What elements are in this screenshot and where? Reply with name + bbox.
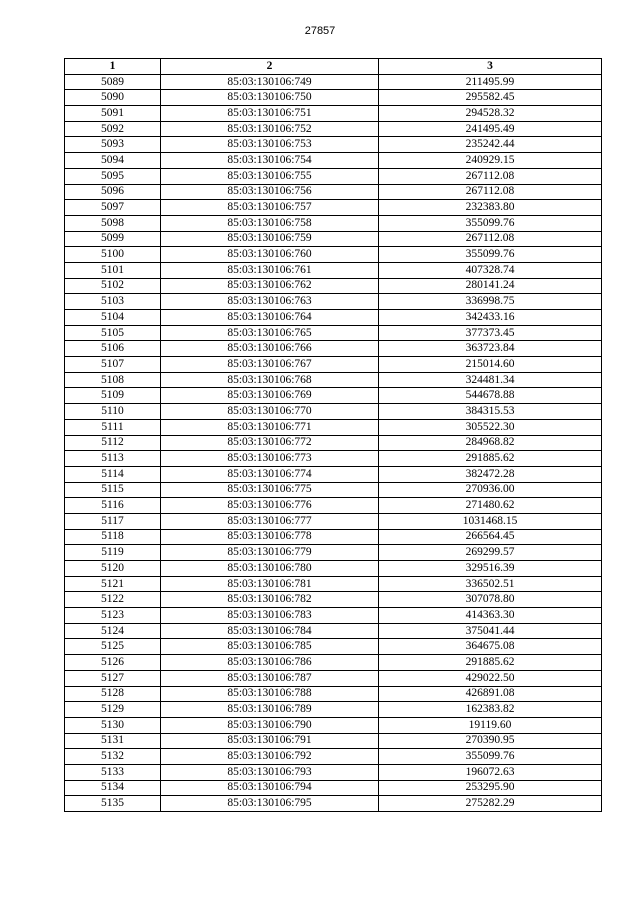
value-cell: 336998.75 <box>379 294 602 310</box>
value-cell: 270936.00 <box>379 482 602 498</box>
cadastral-number-cell: 85:03:130106:755 <box>161 168 379 184</box>
cadastral-number-cell: 85:03:130106:773 <box>161 451 379 467</box>
table-row <box>65 294 602 310</box>
row-number-cell: 5122 <box>65 592 161 608</box>
row-number-cell: 5118 <box>65 529 161 545</box>
table-row <box>65 670 602 686</box>
value-cell: 280141.24 <box>379 278 602 294</box>
cadastral-number-cell: 85:03:130106:790 <box>161 717 379 733</box>
table-row <box>65 623 602 639</box>
table-row <box>65 215 602 231</box>
value-cell: 253295.90 <box>379 780 602 796</box>
table-row <box>65 90 602 106</box>
cadastral-number-cell: 85:03:130106:784 <box>161 623 379 639</box>
table-row <box>65 451 602 467</box>
value-cell: 235242.44 <box>379 137 602 153</box>
value-cell: 266564.45 <box>379 529 602 545</box>
table-row <box>65 247 602 263</box>
row-number-cell: 5103 <box>65 294 161 310</box>
cadastral-number-cell: 85:03:130106:769 <box>161 388 379 404</box>
row-number-cell: 5132 <box>65 749 161 765</box>
value-cell: 305522.30 <box>379 419 602 435</box>
row-number-cell: 5128 <box>65 686 161 702</box>
table-row <box>65 749 602 765</box>
row-number-cell: 5101 <box>65 262 161 278</box>
cadastral-number-cell: 85:03:130106:778 <box>161 529 379 545</box>
table-row <box>65 733 602 749</box>
table-row <box>65 545 602 561</box>
row-number-cell: 5135 <box>65 796 161 812</box>
cadastral-number-cell: 85:03:130106:771 <box>161 419 379 435</box>
row-number-cell: 5116 <box>65 498 161 514</box>
cadastral-number-cell: 85:03:130106:758 <box>161 215 379 231</box>
table-row <box>65 561 602 577</box>
cadastral-number-cell: 85:03:130106:775 <box>161 482 379 498</box>
value-cell: 355099.76 <box>379 749 602 765</box>
row-number-cell: 5094 <box>65 153 161 169</box>
row-number-cell: 5127 <box>65 670 161 686</box>
cadastral-number-cell: 85:03:130106:776 <box>161 498 379 514</box>
row-number-cell: 5126 <box>65 655 161 671</box>
cadastral-number-cell: 85:03:130106:782 <box>161 592 379 608</box>
value-cell: 544678.88 <box>379 388 602 404</box>
value-cell: 363723.84 <box>379 341 602 357</box>
row-number-cell: 5091 <box>65 106 161 122</box>
cadastral-number-cell: 85:03:130106:792 <box>161 749 379 765</box>
value-cell: 329516.39 <box>379 561 602 577</box>
row-number-cell: 5107 <box>65 357 161 373</box>
row-number-cell: 5113 <box>65 451 161 467</box>
cadastral-number-cell: 85:03:130106:791 <box>161 733 379 749</box>
table-row <box>65 482 602 498</box>
row-number-cell: 5100 <box>65 247 161 263</box>
value-cell: 284968.82 <box>379 435 602 451</box>
cadastral-number-cell: 85:03:130106:767 <box>161 357 379 373</box>
value-cell: 324481.34 <box>379 372 602 388</box>
cadastral-number-cell: 85:03:130106:780 <box>161 561 379 577</box>
table-row <box>65 435 602 451</box>
row-number-cell: 5095 <box>65 168 161 184</box>
value-cell: 291885.62 <box>379 655 602 671</box>
row-number-cell: 5110 <box>65 404 161 420</box>
cadastral-number-cell: 85:03:130106:760 <box>161 247 379 263</box>
cadastral-number-cell: 85:03:130106:795 <box>161 796 379 812</box>
value-cell: 241495.49 <box>379 121 602 137</box>
cadastral-number-cell: 85:03:130106:779 <box>161 545 379 561</box>
value-cell: 270390.95 <box>379 733 602 749</box>
table-body <box>65 74 602 811</box>
row-number-cell: 5133 <box>65 764 161 780</box>
row-number-cell: 5131 <box>65 733 161 749</box>
row-number-cell: 5108 <box>65 372 161 388</box>
value-cell: 407328.74 <box>379 262 602 278</box>
value-cell: 267112.08 <box>379 231 602 247</box>
table-row <box>65 325 602 341</box>
value-cell: 336502.51 <box>379 576 602 592</box>
cadastral-number-cell: 85:03:130106:761 <box>161 262 379 278</box>
value-cell: 271480.62 <box>379 498 602 514</box>
cadastral-number-cell: 85:03:130106:751 <box>161 106 379 122</box>
row-number-cell: 5104 <box>65 310 161 326</box>
table-row <box>65 153 602 169</box>
cadastral-number-cell: 85:03:130106:777 <box>161 513 379 529</box>
value-cell: 275282.29 <box>379 796 602 812</box>
row-number-cell: 5105 <box>65 325 161 341</box>
value-cell: 375041.44 <box>379 623 602 639</box>
value-cell: 355099.76 <box>379 215 602 231</box>
table-row <box>65 576 602 592</box>
value-cell: 429022.50 <box>379 670 602 686</box>
row-number-cell: 5112 <box>65 435 161 451</box>
data-table <box>64 58 602 812</box>
value-cell: 342433.16 <box>379 310 602 326</box>
cadastral-number-cell: 85:03:130106:786 <box>161 655 379 671</box>
value-cell: 162383.82 <box>379 702 602 718</box>
cadastral-number-cell: 85:03:130106:752 <box>161 121 379 137</box>
table-row <box>65 592 602 608</box>
row-number-cell: 5124 <box>65 623 161 639</box>
table-row <box>65 513 602 529</box>
row-number-cell: 5117 <box>65 513 161 529</box>
table-row <box>65 388 602 404</box>
cadastral-number-cell: 85:03:130106:781 <box>161 576 379 592</box>
cadastral-number-cell: 85:03:130106:753 <box>161 137 379 153</box>
value-cell: 426891.08 <box>379 686 602 702</box>
table-row <box>65 200 602 216</box>
cadastral-number-cell: 85:03:130106:794 <box>161 780 379 796</box>
table-row <box>65 357 602 373</box>
table-row <box>65 74 602 90</box>
column-header-1: 1 <box>65 59 161 75</box>
row-number-cell: 5099 <box>65 231 161 247</box>
value-cell: 240929.15 <box>379 153 602 169</box>
cadastral-number-cell: 85:03:130106:759 <box>161 231 379 247</box>
table-row <box>65 608 602 624</box>
row-number-cell: 5121 <box>65 576 161 592</box>
table-row <box>65 466 602 482</box>
cadastral-number-cell: 85:03:130106:756 <box>161 184 379 200</box>
cadastral-number-cell: 85:03:130106:793 <box>161 764 379 780</box>
cadastral-number-cell: 85:03:130106:757 <box>161 200 379 216</box>
value-cell: 382472.28 <box>379 466 602 482</box>
value-cell: 215014.60 <box>379 357 602 373</box>
table-row <box>65 655 602 671</box>
cadastral-number-cell: 85:03:130106:788 <box>161 686 379 702</box>
row-number-cell: 5096 <box>65 184 161 200</box>
row-number-cell: 5090 <box>65 90 161 106</box>
value-cell: 414363.30 <box>379 608 602 624</box>
value-cell: 355099.76 <box>379 247 602 263</box>
row-number-cell: 5129 <box>65 702 161 718</box>
value-cell: 294528.32 <box>379 106 602 122</box>
table-row <box>65 686 602 702</box>
table-row <box>65 310 602 326</box>
table-row <box>65 184 602 200</box>
table-row <box>65 404 602 420</box>
table-row <box>65 702 602 718</box>
table-row <box>65 341 602 357</box>
table-row <box>65 278 602 294</box>
cadastral-number-cell: 85:03:130106:763 <box>161 294 379 310</box>
cadastral-number-cell: 85:03:130106:785 <box>161 639 379 655</box>
row-number-cell: 5134 <box>65 780 161 796</box>
value-cell: 384315.53 <box>379 404 602 420</box>
value-cell: 377373.45 <box>379 325 602 341</box>
row-number-cell: 5098 <box>65 215 161 231</box>
value-cell: 291885.62 <box>379 451 602 467</box>
row-number-cell: 5120 <box>65 561 161 577</box>
value-cell: 267112.08 <box>379 168 602 184</box>
row-number-cell: 5106 <box>65 341 161 357</box>
table-row <box>65 764 602 780</box>
column-header-3: 3 <box>379 59 602 75</box>
table-row <box>65 639 602 655</box>
table-row <box>65 262 602 278</box>
row-number-cell: 5114 <box>65 466 161 482</box>
cadastral-number-cell: 85:03:130106:749 <box>161 74 379 90</box>
table-row <box>65 419 602 435</box>
cadastral-number-cell: 85:03:130106:768 <box>161 372 379 388</box>
table-row <box>65 529 602 545</box>
value-cell: 1031468.15 <box>379 513 602 529</box>
cadastral-number-cell: 85:03:130106:765 <box>161 325 379 341</box>
cadastral-number-cell: 85:03:130106:762 <box>161 278 379 294</box>
row-number-cell: 5102 <box>65 278 161 294</box>
value-cell: 19119.60 <box>379 717 602 733</box>
table-header-row <box>65 59 602 75</box>
cadastral-number-cell: 85:03:130106:783 <box>161 608 379 624</box>
table-row <box>65 372 602 388</box>
table-row <box>65 168 602 184</box>
value-cell: 364675.08 <box>379 639 602 655</box>
cadastral-number-cell: 85:03:130106:770 <box>161 404 379 420</box>
column-header-2: 2 <box>161 59 379 75</box>
table-row <box>65 106 602 122</box>
value-cell: 295582.45 <box>379 90 602 106</box>
row-number-cell: 5130 <box>65 717 161 733</box>
table-row <box>65 231 602 247</box>
row-number-cell: 5109 <box>65 388 161 404</box>
cadastral-number-cell: 85:03:130106:772 <box>161 435 379 451</box>
cadastral-number-cell: 85:03:130106:764 <box>161 310 379 326</box>
row-number-cell: 5119 <box>65 545 161 561</box>
table-row <box>65 796 602 812</box>
cadastral-number-cell: 85:03:130106:766 <box>161 341 379 357</box>
table-row <box>65 498 602 514</box>
table-row <box>65 137 602 153</box>
row-number-cell: 5115 <box>65 482 161 498</box>
cadastral-number-cell: 85:03:130106:789 <box>161 702 379 718</box>
value-cell: 267112.08 <box>379 184 602 200</box>
table-row <box>65 717 602 733</box>
cadastral-number-cell: 85:03:130106:787 <box>161 670 379 686</box>
value-cell: 196072.63 <box>379 764 602 780</box>
table-row <box>65 780 602 796</box>
row-number-cell: 5093 <box>65 137 161 153</box>
cadastral-number-cell: 85:03:130106:774 <box>161 466 379 482</box>
row-number-cell: 5123 <box>65 608 161 624</box>
row-number-cell: 5097 <box>65 200 161 216</box>
table-row <box>65 121 602 137</box>
page-number: 27857 <box>304 25 336 37</box>
value-cell: 307078.80 <box>379 592 602 608</box>
row-number-cell: 5111 <box>65 419 161 435</box>
cadastral-number-cell: 85:03:130106:750 <box>161 90 379 106</box>
row-number-cell: 5125 <box>65 639 161 655</box>
row-number-cell: 5092 <box>65 121 161 137</box>
cadastral-number-cell: 85:03:130106:754 <box>161 153 379 169</box>
value-cell: 232383.80 <box>379 200 602 216</box>
value-cell: 211495.99 <box>379 74 602 90</box>
row-number-cell: 5089 <box>65 74 161 90</box>
value-cell: 269299.57 <box>379 545 602 561</box>
